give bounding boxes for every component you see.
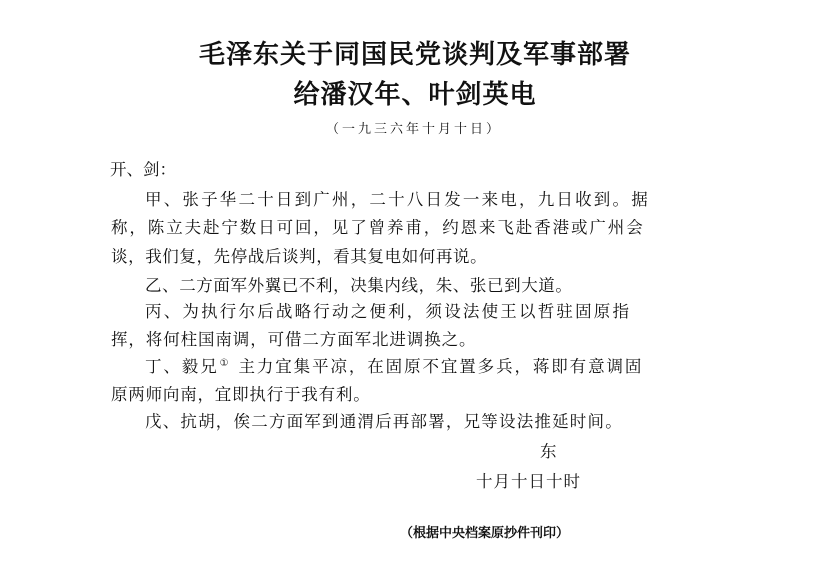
source-note: （根据中央档案原抄件刊印）	[400, 526, 570, 541]
document-title-line-1: 毛泽东关于同国民党谈判及军事部署	[198, 40, 631, 70]
body-line: 甲、张子华二十日到广州，二十八日发一来电，九日收到。据	[145, 190, 650, 209]
body-line: 挥，将何柱国南调，可借二方面军北进调换之。	[111, 330, 477, 349]
document-title-line-2: 给潘汉年、叶剑英电	[293, 80, 537, 110]
body-line: 戊、抗胡，俟二方面军到通渭后再部署，兄等设法推延时间。	[145, 412, 623, 431]
body-line: 称，陈立夫赴宁数日可回，见了曾养甫，约恩来飞赴香港或广州会	[111, 218, 645, 237]
body-line: 丙、为执行尔后战略行动之便利，须设法使王以哲驻固原指	[145, 302, 632, 321]
body-line: 谈，我们复，先停战后谈判，看其复电如何再说。	[111, 247, 488, 266]
document-date: （一九三六年十月十日）	[325, 122, 502, 137]
signature-date: 十月十日十时	[476, 472, 581, 491]
body-text: 主力宜集平凉，在固原不宜置多兵，蒋即有意调固	[238, 357, 644, 376]
body-text: 丁、毅兄	[145, 357, 219, 376]
signature: 东	[540, 442, 557, 461]
body-line: 原两师向南，宜即执行于我有利。	[111, 385, 371, 404]
salutation: 开、剑：	[110, 160, 176, 179]
body-line-with-footnote	[145, 357, 643, 377]
body-line: 乙、二方面军外翼已不利，决集内线，朱、张已到大道。	[145, 276, 573, 295]
footnote-marker: ①	[219, 358, 231, 369]
